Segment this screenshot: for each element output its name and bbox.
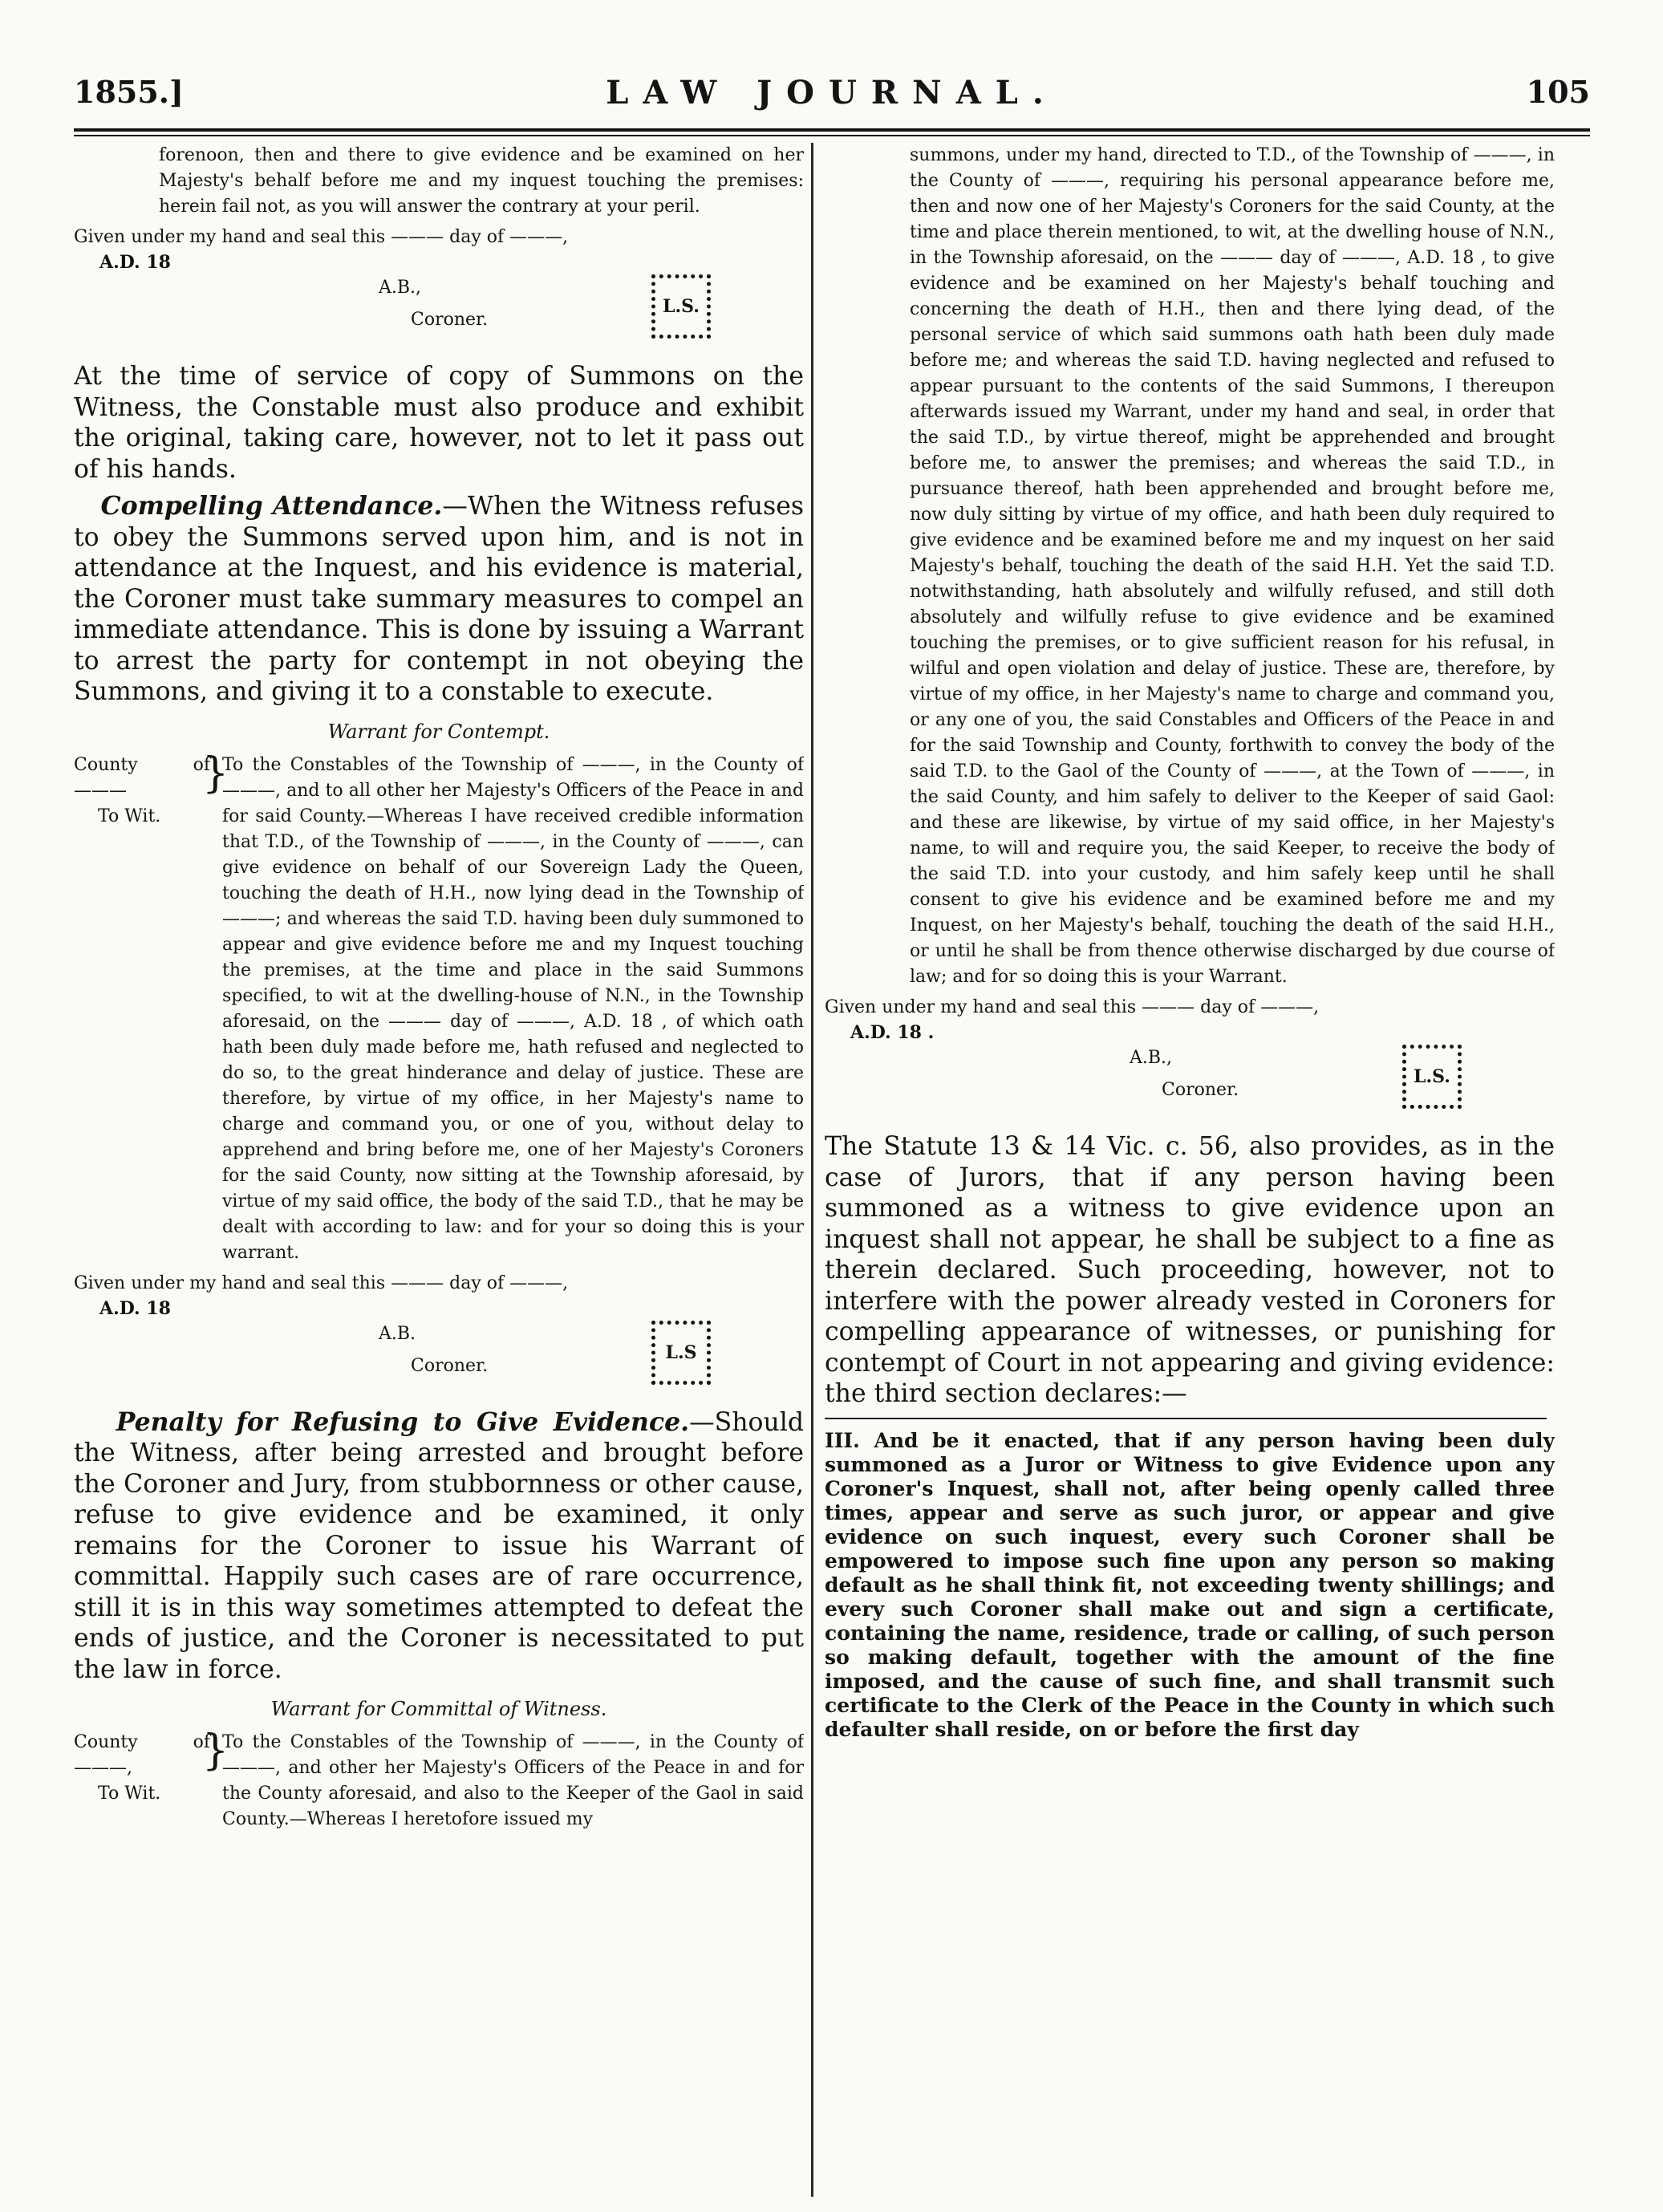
given-under-hand-1: Given under my hand and seal this ——— day of ———, xyxy=(74,227,569,247)
warrant-committal-body xyxy=(74,1727,804,1833)
lead-penalty: Penalty for Refusing to Give Evidence. xyxy=(116,1406,690,1437)
ad-date-2: A.D. 18 xyxy=(99,1297,171,1319)
section-iii-text: III. And be it enacted, that if any person having been duly summoned as a Juror or Witness to give Evidence upon any Coroner's Inquest, shall not, after being openly called three times, appear and serve as such juror, or appear and give evidence on such inquest, every such Coroner shall be empowered to impose such fine upon any person so making default as he shall think fit, not exceeding twenty shillings; and every such Coroner shall make out and sign a certificate, containing the name, residence, trade or calling, of such person so making default, together with the amount of the fine imposed, and the cause of such fine, and shall transmit such certificate to the Clerk of the Peace in the County in which such defaulter shall reside, on or before the first day xyxy=(825,1428,1555,1741)
signatory-title: Coroner. xyxy=(411,1355,489,1376)
county-caption xyxy=(74,753,210,830)
heading-warrant-committal: Warrant for Committal of Witness. xyxy=(270,1698,607,1720)
county-label: County of ———, xyxy=(74,1732,210,1778)
header-rule-thick xyxy=(74,128,1590,132)
running-header xyxy=(74,74,1590,124)
signature-block-3 xyxy=(825,1045,1555,1125)
paragraph-penalty xyxy=(74,1407,804,1686)
county-label: County of ——— xyxy=(74,754,210,801)
heading-warrant-contempt: Warrant for Contempt. xyxy=(327,720,550,743)
seal-ls: L.S. xyxy=(1402,1045,1462,1109)
paragraph-service: At the time of service of copy of Summons on the Witness, the Constable must also produce and exhibit the original, taking care, however, not to let it pass out of his hands. xyxy=(74,362,804,484)
warrant-contempt-text: To the Constables of the Township of ———, in the County of ———, and to all other her Majesty's Officers of the Peace in and for said County.—Whereas I have received credible information that T.D., of the Township of ———, in the County of ———, can give evidence on behalf of our Sovereign Lady the Queen, touching the death of H.H., now lying dead in the Township of ———; and whereas the said T.D. having been duly summoned to appear and give evidence before me and my Inquest touching the premises, at the time and place in the said Summons specified, to wit at the dwelling-house of N.N., in the Township aforesaid, on the ——— day of ———, A.D. 18 , of which oath hath been duly made before me, hath refused and neglected to do so, to the great hinderance and delay of justice. These are therefore, by virtue of my office, in her Majesty's name to charge and command you, or one of you, without delay to apprehend and bring before me, one of her Majesty's Coroners for the said County, now sitting at the Township aforesaid, by virtue of my said office, the body of the said T.D., that he may be dealt with according to law: and for your so doing this is your warrant. xyxy=(222,754,804,1263)
paragraph-compelling-attendance xyxy=(74,491,804,708)
section-divider xyxy=(825,1418,1547,1419)
ad-date-1: A.D. 18 xyxy=(99,252,171,273)
given-under-hand-3: Given under my hand and seal this ——— day of ———, xyxy=(825,997,1320,1017)
warrant-committal-continuation: summons, under my hand, directed to T.D., of the Township of ———, in the County of ———, requiring his personal appearance before me, then and now one of her Majesty's Coroners for the said County, at the time and place therein mentioned, to wit, at the dwelling house of N.N., in the Township aforesaid, on the ——— day of ———, A.D. 18 , to give evidence and be examined on her Majesty's behalf touching and concerning the death of H.H., then and there lying dead, of the personal service of which said summons oath hath been duly made before me; and whereas the said T.D. having neglected and refused to appear pursuant to the contents of the said Summons, I thereupon afterwards issued my Warrant, under my hand and seal, in order that the said T.D., by virtue thereof, might be apprehended and brought before me, to answer the premises; and whereas the said T.D., in pursuance thereof, hath been apprehended and brought before me, now duly sitting by virtue of my office, and hath been duly required to give evidence and be examined before me and my inquest on her said Majesty's behalf, touching the death of the said H.H. Yet the said T.D. notwithstanding, hath absolutely and wilfully refused, and still doth absolutely and wilfully refuse to give evidence and be examined touching the premises, or to give sufficient reason for his refusal, in wilful and open violation and delay of justice. These are, therefore, by virtue of my office, in her Majesty's name to charge and command you, or any one of you, the said Constables and Officers of the Peace in and for the said Township and County, forthwith to convey the body of the said T.D. to the Gaol of the County of ———, at the Town of ———, in the said County, and him safely to deliver to the Keeper of said Gaol: and these are likewise, by virtue of my said office, in her Majesty's name, to will and require you, the said Keeper, to receive the body of the said T.D. into your custody, and him safely keep until he shall consent to give his evidence and be examined before me and my Inquest, on her Majesty's behalf, touching the death of the said H.H., or until he shall be from thence otherwise discharged by due course of law; and for so doing this is your Warrant. xyxy=(910,145,1555,987)
signatory-title: Coroner. xyxy=(1162,1080,1239,1100)
header-year: 1855.] xyxy=(74,74,184,110)
county-caption xyxy=(74,1730,210,1807)
warrant-contempt-body xyxy=(74,749,804,1266)
signatory-name: A.B., xyxy=(1130,1048,1173,1068)
page-number: 105 xyxy=(1526,74,1590,110)
given-under-hand-2: Given under my hand and seal this ——— day of ———, xyxy=(74,1272,569,1293)
to-wit-label: To Wit. xyxy=(98,806,161,826)
signatory-title: Coroner. xyxy=(411,310,489,330)
text-compelling-attendance: —When the Witness refuses to obey the Summons served upon him, and is not in attendance at the Inquest, and his evidence is material, the Coroner must take summary measures to compel an immediate attendance. This is done by issuing a Warrant to arrest the party for contempt in not obeying the Summons, and giving it to a constable to execute. xyxy=(74,492,804,706)
signature-block-1 xyxy=(74,274,804,355)
ad-date-3: A.D. 18 . xyxy=(850,1022,935,1043)
signatory-name: A.B. xyxy=(379,1323,416,1344)
signatory-name: A.B., xyxy=(379,278,422,298)
brace-glyph: } xyxy=(202,749,229,798)
lead-compelling-attendance: Compelling Attendance. xyxy=(100,491,443,521)
to-wit-label: To Wit. xyxy=(98,1784,161,1804)
warrant-committal-text: To the Constables of the Township of ———, in the County of ———, and other her Majesty's Officers of the Peace in and for the County aforesaid, and also to the Keeper of the Gaol in said County.—Whereas I heretofore issued my xyxy=(222,1732,804,1829)
seal-ls: L.S xyxy=(651,1321,711,1385)
journal-title: LAW JOURNAL. xyxy=(606,74,1058,112)
seal-ls: L.S. xyxy=(651,274,711,339)
paragraph-statute: The Statute 13 & 14 Vic. c. 56, also provides, as in the case of Jurors, that if any person having been summoned as a witness to give evidence upon an inquest shall not appear, he shall be subject to a fine as therein declared. Such proceeding, however, not to interfere with the power already vested in Coroners for compelling appearance of witnesses, or punishing for contempt of Court in not appearing and giving evidence: the third section declares:— xyxy=(825,1132,1555,1408)
header-rule-thin xyxy=(74,135,1590,136)
signature-block-2 xyxy=(74,1321,804,1401)
right-column xyxy=(825,143,1555,2197)
left-column xyxy=(74,143,804,2197)
column-divider xyxy=(811,143,813,2197)
text-penalty: —Should the Witness, after being arrested and brought before the Coroner and Jury, from stubbornness or other cause, refuse to give evidence and be examined, it only remains for the Coroner to issue his Warrant of committal. Happily such cases are of rare occurrence, still it is in this way sometimes attempted to defeat the ends of justice, and the Coroner is necessitated to put the law in force. xyxy=(74,1407,804,1684)
brace-glyph: } xyxy=(202,1727,229,1775)
summons-continuation: forenoon, then and there to give evidence and be examined on her Majesty's behalf before me and my inquest touching the premises: herein fail not, as you will answer the contrary at your peril. xyxy=(159,145,804,217)
